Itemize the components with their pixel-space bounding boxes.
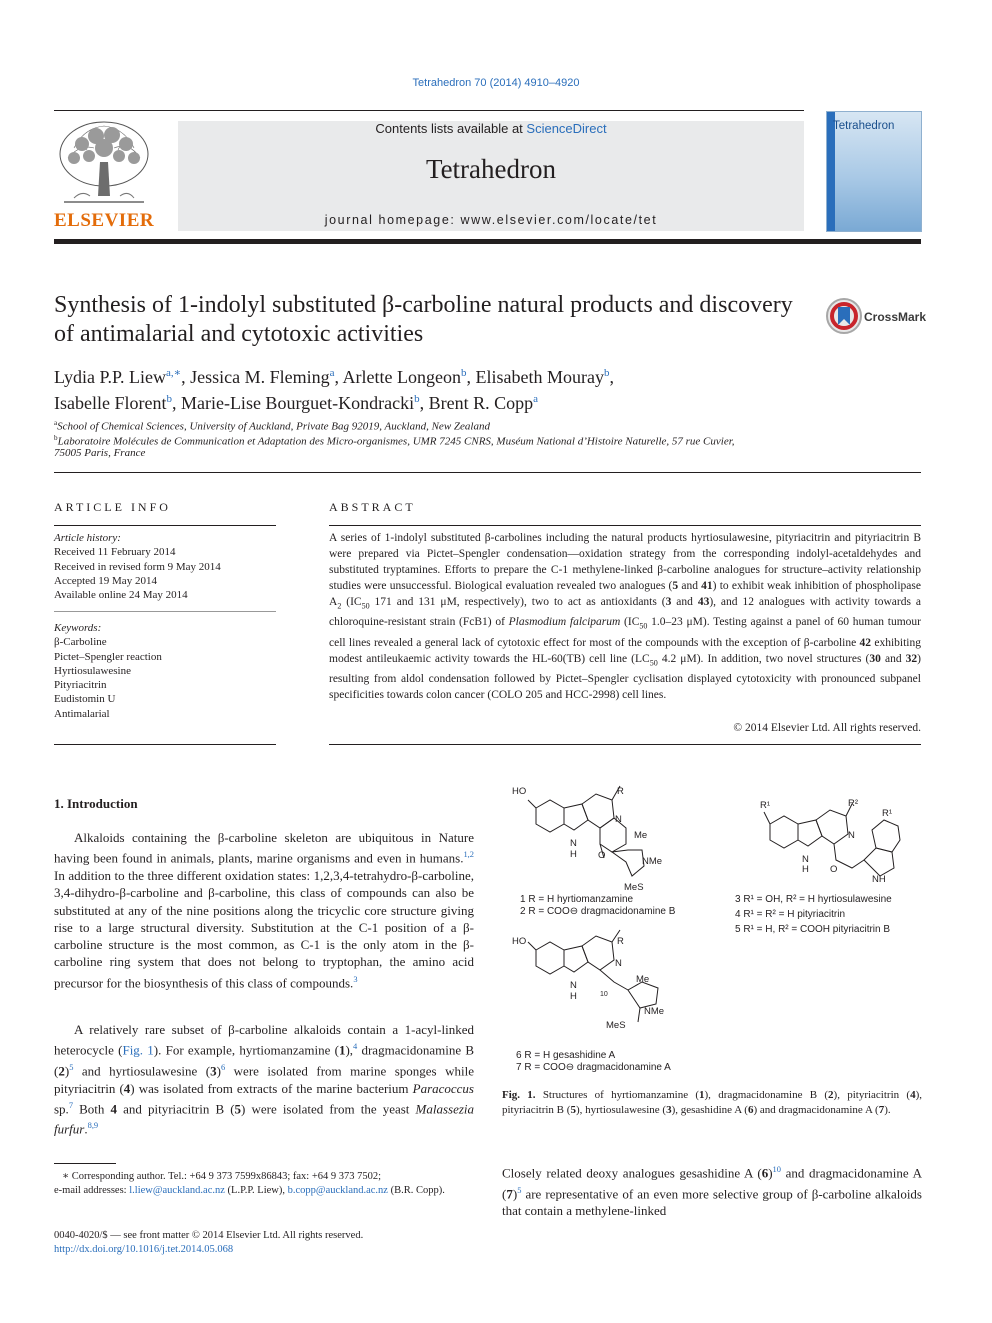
abstract-rule [329,525,921,526]
right-column-paragraph: Closely related deoxy analogues gesashidine A $(6)^{10}$ and dragmacidonamine A $(7)^5$ are representative of an even more selective group of β-carboline alkaloids that contain a methylene-linked [502,1164,922,1219]
journal-masthead [178,121,804,231]
compound-label-4: 4 R¹ = R² = H pityriacitrin [735,909,846,920]
homepage-link[interactable]: www.elsevier.com/locate/tet [460,213,658,227]
elsevier-tree-logo [54,118,154,210]
front-matter [54,1229,363,1257]
author-name[interactable]: Isabelle Florent [54,393,167,413]
footnote-rule [54,1163,116,1164]
structure-label: R¹ [882,808,893,819]
structure-label: O [830,864,838,875]
corresponding-line: ∗ Corresponding author. Tel.: +64 9 373 7599x86843; fax: +64 9 373 7502; [62,1171,382,1182]
author-name[interactable]: Brent R. Copp [428,393,534,413]
structure-label: N [615,958,622,969]
author-affiliation-marker[interactable]: b [603,367,610,379]
history-item: Accepted 19 May 2014 [54,574,157,587]
structure-label: O [598,850,606,861]
crossmark-label[interactable]: CrossMark [864,310,927,324]
contents-line [178,121,804,136]
structure-label: Me [636,974,650,985]
affiliation-a: $^a$School of Chemical Sciences, University of Auckland, Private Bag 92019, Auckland, New Zealand [54,419,490,433]
author-affiliation-marker[interactable]: a [533,393,538,405]
article-info-heading: ARTICLE INFO [54,500,171,514]
structure-label: NH [872,874,886,885]
journal-title: Tetrahedron [425,154,557,184]
structure-label: 10 [600,991,608,998]
structure-label: N [848,830,855,841]
abstract-heading: ABSTRACT [329,500,416,514]
cover-title: Tetrahedron [833,120,895,132]
history-item: Received 11 February 2014 [54,546,176,559]
keywords-rule [54,611,276,612]
email-link[interactable]: l.liew@auckland.ac.nz [129,1185,225,1196]
author-affiliation-marker[interactable]: a [329,367,335,379]
structure-label: MeS [624,882,644,893]
author-name[interactable]: Marie-Lise Bourguet-Kondracki [180,393,415,413]
structure-label: Me [634,830,648,841]
structure-label: N [615,814,622,825]
structure-label: N [570,980,577,991]
structure-label: N [802,854,809,865]
paper-title: Synthesis of 1-indolyl substituted β-carboline natural products and discovery of antimalarial and cytotoxic activities [54,292,793,347]
affiliation-b-text: Laboratoire Molécules de Communication et Adaptation des Micro-organismes, UMR 7245 CNRS, Muséum National d’Histoire Naturelle, 57 rue Cuvier, [57,435,735,448]
crossmark-icon[interactable] [825,297,863,340]
intro-paragraph-2: A relatively rare subset of β-carboline alkaloids contain a 1-acyl-linked heterocycle (Fig. 1). For example, hyrtiomanzamine (1),$^4$ dragmacidonamine B $(2)^5$ and hyrtiosulawesine $(3)^6$ were isolated from marine sponges while pityriacitrin (4) was isolated from extracts of the marine bacterium Paracoccus sp.$^7$ Both 4 and pityriacitrin B (5) were isolated from the yeast Malassezia furfur.$^{8,9}$ [54,1022,475,1137]
structure-label: MeS [606,1020,626,1031]
keyword: Eudistomin U [54,693,116,706]
corresponding-author-footnote [54,1170,474,1198]
doi-link[interactable]: http://dx.doi.org/10.1016/j.tet.2014.05.068 [54,1244,234,1255]
figure-1-caption: Fig. 1. Structures of hyrtiomanzamine (1), dragmacidonamine B (2), pityriacitrin (4), pityriacitrin B (5), hyrtiosulawesine (3), gesashidine A (6) and dragmacidonamine A (7). [502,1089,922,1116]
author-name[interactable]: Arlette Longeon [342,367,461,387]
compound-label-3: 3 R¹ = OH, R² = H hyrtiosulawesine [735,894,892,905]
abstract-text: A series of 1-indolyl substituted β-carbolines including the natural products hyrtiosulawesine, pityriacitrin and pityriacitrin B were prepared via Pictet–Spengler condensation—oxidation strategy from the corresponding indolyl-acetaldehydes and substituted tryptamines. Efforts to prepare the C-1 methylene-linked β-carboline analogues for structure–activity relationship studies were unsuccessful. Biological evaluation revealed two analogues (5 and 41) to exhibit weak inhibition of phospholipase $A_2$ ($IC_{50}$ 171 and 131 μM, respectively), two to act as antioxidants (3 and 43), and 12 analogues with activity towards a chloroquine-resistant strain (FcB1) of Plasmodium falciparum ($IC_{50}$ 1.0–23 μM). Testing against a panel of 60 human tumour cell lines revealed a general lack of cytotoxic effect for most of the compounds with the exception of β-carboline 42 exhibiting modest antileukaemic activity towards the HL-60(TB) cell line ($LC_{50}$ 4.2 μM). In addition, two novel structures (30 and 32) resulting from aldol condensation followed by Pictet–Spengler cyclisation displayed cytotoxicity with pronounced subpanel specificities towards colon cancer (COLO 205 and HCC-2998) cell lines. [329,532,922,701]
author-name[interactable]: Lydia P.P. Liew [54,367,167,387]
journal-homepage-line [178,213,804,227]
header-divider [54,472,921,473]
keyword: Pictet–Spengler reaction [54,650,162,663]
keywords [54,621,276,721]
sciencedirect-link[interactable]: ScienceDirect [526,121,607,136]
article-history [54,531,276,602]
figure-caption-label: Fig. 1. [502,1089,536,1101]
compound-label-1: 1 R = H hyrtiomanzamine [520,894,634,905]
affiliation-a-text: School of Chemical Sciences, University of Auckland, Private Bag 92019, Auckland, New Zealand [57,420,490,433]
structure-label: H [570,849,577,860]
structure-label: R² [848,798,859,809]
keyword: Pityriacitrin [54,679,107,692]
structure-label: N [570,838,577,849]
email-owner: (B.R. Copp). [387,1185,445,1196]
email-owner: (L.P.P. Liew), [224,1185,288,1196]
keyword: Antimalarial [54,707,110,720]
author-affiliation-marker[interactable]: b [414,393,420,405]
structure-label: NMe [644,1006,665,1017]
article-info-rule [54,525,276,526]
compound-label-6: 6 R = H gesashidine A [516,1050,616,1061]
keyword: Hyrtiosulawesine [54,664,131,677]
structure-label: NMe [642,856,663,867]
homepage-prefix: journal homepage: [324,213,461,227]
email-line [54,1184,474,1198]
history-item: Available online 24 May 2014 [54,589,188,602]
structure-label: HO [512,936,527,947]
abstract-end-rule [329,744,921,745]
author-name[interactable]: Jessica M. Fleming [190,367,330,387]
email-link[interactable]: b.copp@auckland.ac.nz [287,1185,388,1196]
structure-label: R¹ [760,800,771,811]
compound-label-2: 2 R = COO⊖ dragmacidonamine B [520,906,676,917]
history-item: Received in revised form 9 May 2014 [54,560,221,573]
author-affiliation-marker[interactable]: a,∗ [166,367,182,379]
structure-label: R [617,786,624,797]
structure-label: H [570,991,577,1002]
keyword: β-Carboline [54,636,107,649]
info-end-rule [54,744,276,745]
author-affiliation-marker[interactable]: b [461,367,467,379]
figure-1-structures [502,778,922,1078]
compound-label-7: 7 R = COO⊖ dragmacidonamine A [516,1062,671,1073]
structure-label: R [617,936,624,947]
compound-label-5: 5 R¹ = H, R² = COOH pityriacitrin B [735,924,891,935]
copyright-line: © 2014 Elsevier Ltd. All rights reserved. [733,722,921,734]
intro-paragraph-1: Alkaloids containing the β-carboline skeleton are ubiquitous in Nature having been found in animals, plants, marine organisms and even in humans.$^{1,2}$ In addition to the three different oxidation states: 1,2,3,4-tetrahydro-β-carboline, 3,4-dihydro-β-carboline and β-carboline, this class of compounds can also be substituted at any of the nine positions along the tricyclic core structure giving rise to a large structural diversity. Substitution at the C-1 position of a β-carboline structure is the most common, as C-1 is the only atom in the β-carboline ring system that does not belong to tryptophan, the amino acid precursor for the biosynthesis of this class of compounds.$^3$ [54,830,474,991]
author-affiliation-marker[interactable]: b [166,393,172,405]
masthead-thick-rule [54,239,921,244]
emails-label: e-mail addresses: [54,1185,130,1196]
issn-line: 0040-4020/$ — see front matter © 2014 Elsevier Ltd. All rights reserved. [54,1230,364,1241]
affiliation-b-cont: 75005 Paris, France [54,447,146,459]
journal-cover-thumbnail[interactable] [826,111,922,232]
introduction-heading: 1. Introduction [54,796,138,811]
top-rule [54,110,804,111]
author-name[interactable]: Elisabeth Mouray [475,367,604,387]
structure-label: H [802,864,809,875]
contents-prefix: Contents lists available at [375,121,527,136]
affiliation-b: $^b$Laboratoire Molécules de Communication et Adaptation des Micro-organismes, UMR 7245 CNRS, Muséum National d’Histoire Naturelle, 57 rue Cuvier, [54,434,735,448]
structure-label: HO [512,786,527,797]
journal-citation[interactable]: Tetrahedron 70 (2014) 4910–4920 [412,77,580,89]
keywords-label: Keywords: [54,622,102,634]
history-label: Article history: [54,532,121,544]
author-list: Lydia P.P. Liew$^{a,∗}$, Jessica M. Fleming$^a$, Arlette Longeon$^b$, Elisabeth Mouray$^b$, Isabelle Florent$^b$, Marie-Lise Bourguet-Kondracki$^b$, Brent R. Copp$^a$ [54,367,614,413]
publisher-wordmark: ELSEVIER [54,210,155,231]
